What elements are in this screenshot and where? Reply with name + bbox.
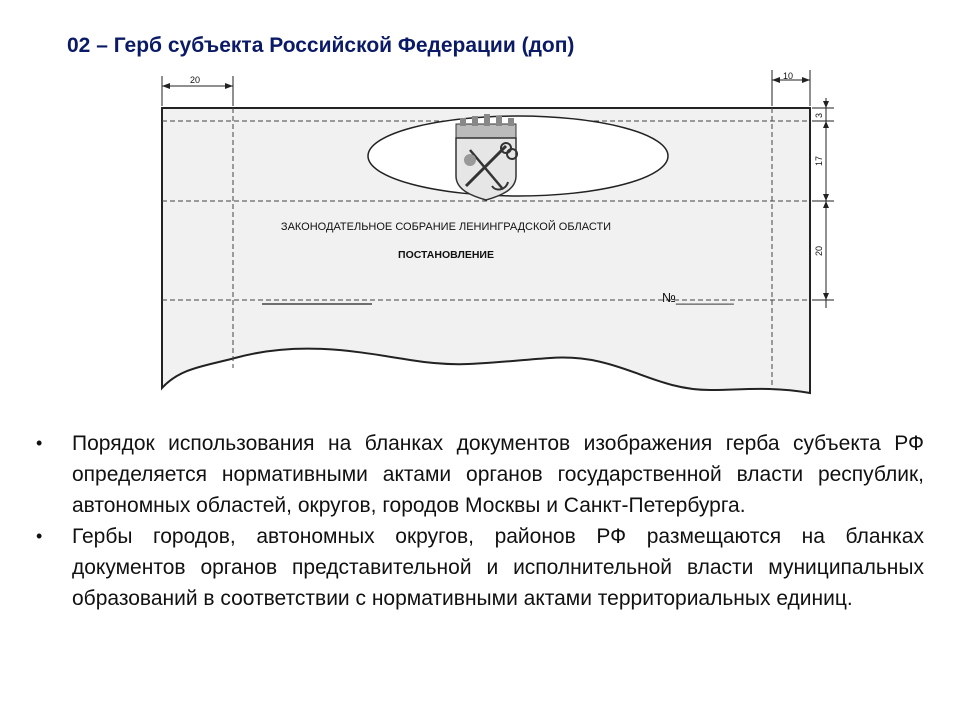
bullet-item (36, 428, 924, 521)
form-header-type: ПОСТАНОВЛЕНИЕ (398, 249, 494, 261)
bullet-item (36, 521, 924, 614)
dim-emblem-height: 17 (814, 155, 824, 166)
form-header-org: ЗАКОНОДАТЕЛЬНОЕ СОБРАНИЕ ЛЕНИНГРАДСКОЙ ОБЛАСТИ (280, 221, 612, 233)
dim-left-margin: 20 (190, 75, 201, 85)
bullet-dot-icon: • (36, 433, 43, 453)
dim-header-height: 20 (814, 245, 824, 256)
letterhead-diagram (150, 68, 840, 398)
emblem-ellipse (368, 116, 668, 196)
bullet-text: Гербы городов, автономных округов, районов РФ размещаются на бланках документов органов представительной и исполнительной власти муниципальных образований в соответствии с нормативными актами территориальных единиц. (72, 525, 924, 610)
letterhead-svg (150, 68, 840, 398)
coat-of-arms-icon (456, 114, 517, 200)
bullet-list (36, 428, 924, 614)
bullet-dot-icon: • (36, 526, 43, 546)
slide-title: 02 – Герб субъекта Российской Федерации (доп) (67, 34, 575, 57)
form-number-field: №________ (662, 290, 734, 305)
dim-right-margin: 10 (783, 71, 794, 81)
bullet-text: Порядок использования на бланках документов изображения герба субъекта РФ определяется нормативными актами органов государственной власти республик, автономных областей, округов, городов Москвы и Санкт-Петербурга. (72, 432, 924, 517)
dim-top-gap: 3 (814, 112, 824, 118)
